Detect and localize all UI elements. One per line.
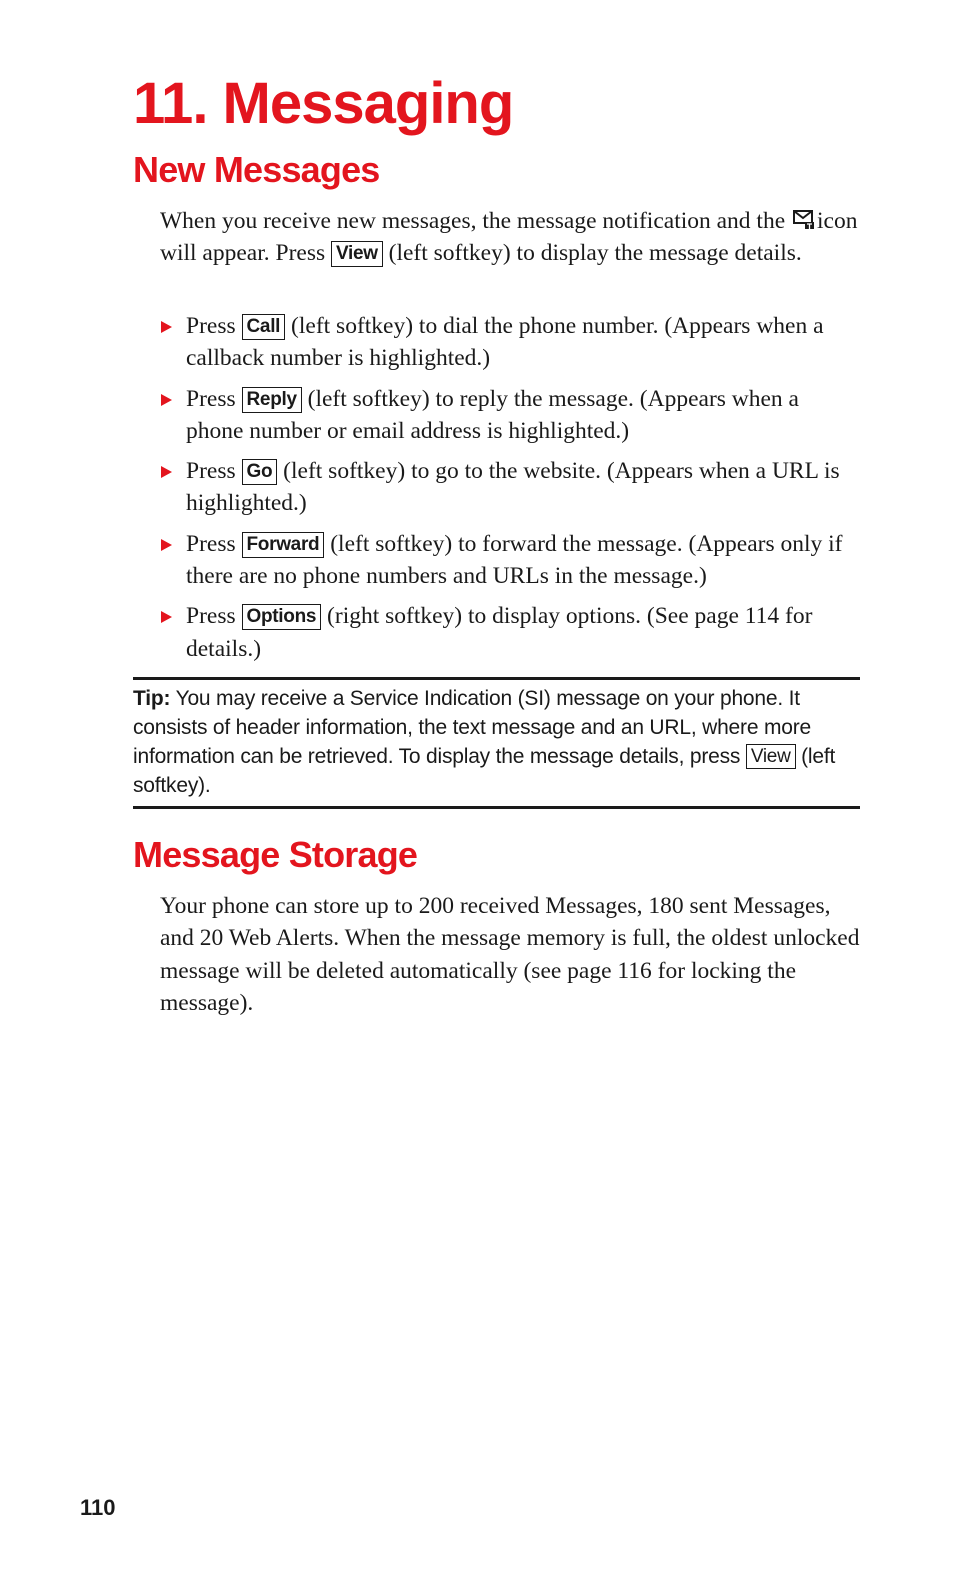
tip-box (133, 684, 863, 800)
forward-softkey-label: Forward (242, 532, 325, 558)
section-heading-message-storage: Message Storage (133, 834, 418, 875)
bullet-text: (right softkey) to display options. (See page 114 for details.) (186, 603, 813, 662)
triangle-bullet-icon (161, 466, 172, 478)
tip-top-divider (133, 677, 860, 680)
bullet-text: (left softkey) to reply the message. (Appears when a phone number or email address is highlighted.) (186, 385, 799, 444)
call-softkey-label: Call (242, 314, 286, 340)
list-item (160, 600, 860, 665)
list-item (160, 528, 860, 593)
tip-text: You may receive a Service Indication (SI) message on your phone. It consists of header information, the text message and an URL, where more information can be retrieved. To display the message details, press (133, 687, 811, 768)
intro-text-3: (left softkey) to display the message details. (388, 240, 802, 267)
softkey-bullet-list (160, 310, 860, 673)
tip-label: Tip: (133, 687, 171, 710)
bullet-text: (left softkey) to forward the message. (Appears only if there are no phone numbers and URLs in the message.) (186, 530, 843, 590)
bullet-press: Press (186, 313, 236, 339)
triangle-bullet-icon (161, 611, 172, 623)
intro-text-1: When you receive new messages, the message notification and the (160, 208, 786, 234)
go-softkey-label: Go (242, 459, 278, 485)
chapter-title: 11. Messaging (133, 71, 514, 136)
triangle-bullet-icon (161, 394, 172, 406)
triangle-bullet-icon (161, 539, 172, 551)
bullet-press: Press (186, 530, 236, 557)
message-storage-text: Your phone can store up to 200 received Messages, 180 sent Messages, and 20 Web Alerts. When the message memory is full, the oldest unlocked message will be deleted automatically (see page 116 for locking the message). (160, 893, 860, 1016)
bullet-press: Press (186, 385, 236, 412)
list-item (160, 455, 860, 520)
view-softkey-label: View (331, 241, 383, 267)
tip-bottom-divider (133, 806, 860, 809)
bullet-press: Press (186, 603, 236, 630)
bullet-press: Press (186, 458, 236, 485)
reply-softkey-label: Reply (242, 387, 302, 413)
tip-suffix: (left softkey). (133, 745, 836, 797)
options-softkey-label: Options (242, 604, 322, 630)
view-softkey-label: View (746, 744, 796, 769)
list-item (160, 310, 860, 375)
new-messages-intro (160, 205, 860, 270)
intro-text-2: icon will appear. Press (160, 208, 858, 267)
bullet-text: (left softkey) to go to the website. (Appears when a URL is highlighted.) (186, 458, 840, 517)
envelope-icon (793, 210, 815, 230)
bullet-text: (left softkey) to dial the phone number. (Appears when a callback number is highlighted.) (186, 313, 824, 372)
triangle-bullet-icon (161, 321, 172, 333)
list-item (160, 383, 860, 448)
section-heading-new-messages: New Messages (133, 149, 380, 190)
page-number: 110 (80, 1495, 116, 1520)
